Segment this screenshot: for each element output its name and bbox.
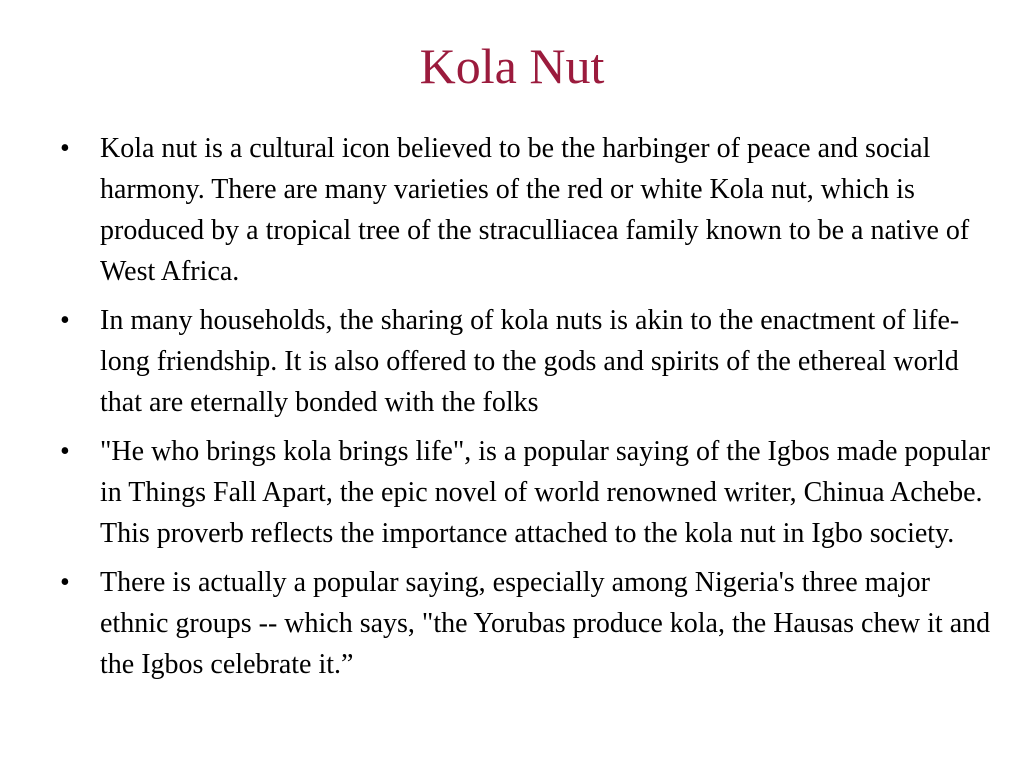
bullet-item xyxy=(60,431,995,554)
bullet-item xyxy=(60,562,995,685)
bullet-text: In many households, the sharing of kola nuts is akin to the enactment of life-long friendship. It is also offered to the gods and spirits of the ethereal world that are eternally bonded with the folks xyxy=(100,305,960,418)
bullet-text: Kola nut is a cultural icon believed to be the harbinger of peace and social harmony. There are many varieties of the red or white Kola nut, which is produced by a tropical tree of the straculliacea family known to be a native of West Africa. xyxy=(100,133,970,287)
bullet-item xyxy=(60,300,995,423)
bullet-text: There is actually a popular saying, especially among Nigeria's three major ethnic groups -- which says, "the Yorubas produce kola, the Hausas chew it and the Igbos celebrate it.” xyxy=(100,567,991,680)
bullet-icon: • xyxy=(60,133,70,164)
bullet-item xyxy=(60,128,995,292)
bullet-icon: • xyxy=(60,305,70,336)
bullet-list xyxy=(60,128,995,693)
bullet-icon: • xyxy=(60,436,70,467)
bullet-icon: • xyxy=(60,567,70,598)
slide-title: Kola Nut xyxy=(419,38,605,94)
bullet-text: "He who brings kola brings life", is a popular saying of the Igbos made popular in Things Fall Apart, the epic novel of world renowned writer, Chinua Achebe. This proverb reflects the importance attached to the kola nut in Igbo society. xyxy=(100,436,990,549)
